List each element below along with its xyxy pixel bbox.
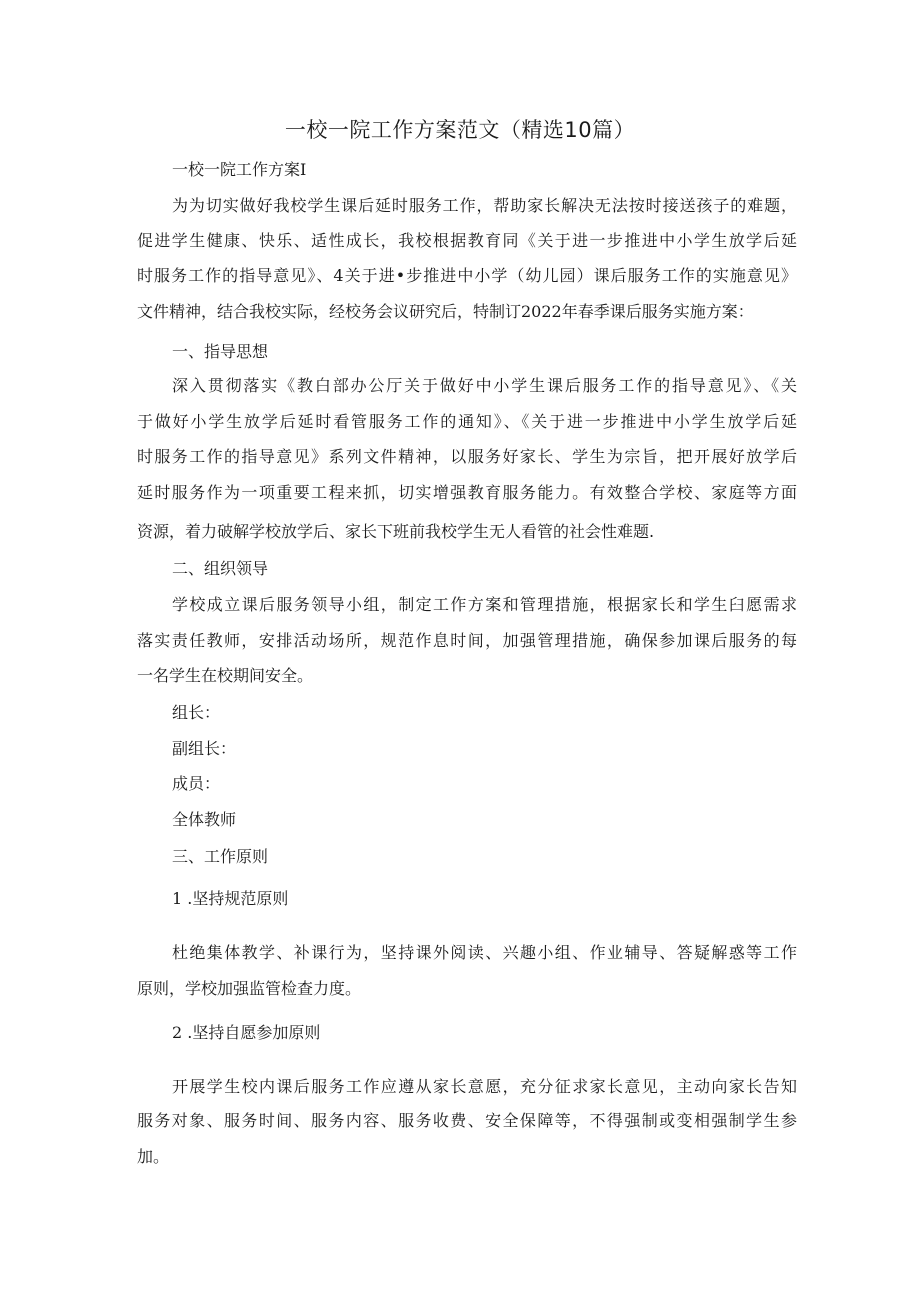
paragraph-line: 资源，着力破解学校放学后、家长下班前我校学生无人看管的社会性难题.	[137, 522, 655, 541]
paragraph-line: 时服务工作的指导意见》、4关于进•步推进中小学（幼儿园）课后服务工作的实施意见》	[137, 266, 797, 285]
paragraph-line: 于做好小学生放学后延时看管服务工作的通知》、《关于进一步推进中小学生放学后延	[137, 412, 797, 431]
vice-leader-label: 副组长：	[172, 739, 237, 758]
section-heading: 一、指导思想	[172, 342, 269, 361]
paragraph-line: 加。	[137, 1147, 170, 1166]
paragraph-line: 落实责任教师，安排活动场所，规范作息时间，加强管理措施，确保参加课后服务的每	[137, 631, 797, 650]
paragraph-line: 为为切实做好我校学生课后延时服务工作，帮助家长解决无法按时接送孩子的难题，	[172, 196, 797, 215]
paragraph-line: 一名学生在校期间安全。	[137, 666, 314, 685]
paragraph-line: 促进学生健康、快乐、适性成长，我校根据教育同《关于进一步推进中小学生放学后延	[137, 231, 797, 250]
members-label: 成员：	[172, 774, 221, 793]
section-heading: 三、工作原则	[172, 847, 269, 866]
paragraph-line: 时服务工作的指导意见》系列文件精神，以服务好家长、学生为宗旨，把开展好放学后	[137, 447, 797, 466]
document-title: 一校一院工作方案范文（精选10篇）	[284, 118, 636, 142]
section-subtitle: 一校一院工作方案I	[172, 160, 307, 179]
paragraph-line: 延时服务作为一项重要工程来抓，切实增强教育服务能力。有效整合学校、家庭等方面	[137, 483, 797, 502]
section-heading: 二、组织领导	[172, 559, 269, 578]
paragraph-line: 文件精神，结合我校实际，经校务会议研究后，特制订2022年春季课后服务实施方案：	[137, 302, 754, 321]
paragraph-line: 开展学生校内课后服务工作应遵从家长意愿，充分征求家长意见，主动向家长告知	[172, 1077, 797, 1096]
principle-heading: 2 .坚持自愿参加原则	[172, 1023, 321, 1042]
paragraph-line: 原则，学校加强监管检查力度。	[137, 979, 362, 998]
paragraph-line: 学校成立课后服务领导小组，制定工作方案和管理措施，根据家长和学生臼愿需求	[172, 595, 797, 614]
principle-heading: 1 .坚持规范原则	[172, 889, 289, 908]
members-value: 全体教师	[172, 810, 237, 829]
paragraph-line: 杜绝集体教学、补课行为，坚持课外阅读、兴趣小组、作业辅导、答疑解惑等工作	[172, 943, 797, 962]
leader-label: 组长：	[172, 703, 221, 722]
paragraph-line: 服务对象、服务时间、服务内容、服务收费、安全保障等，不得强制或变相强制学生参	[137, 1111, 797, 1130]
paragraph-line: 深入贯彻落实《教白部办公厅关于做好中小学生课后服务工作的指导意见》、《关	[172, 376, 797, 395]
